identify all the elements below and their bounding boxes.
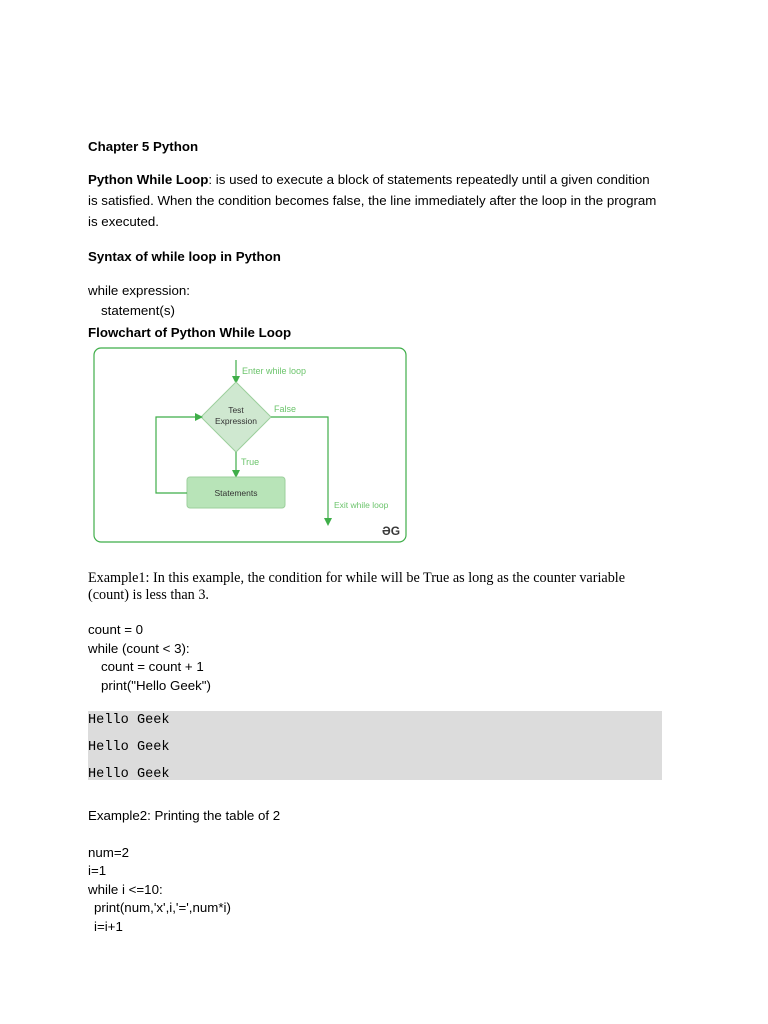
example1-code-line-2: while (count < 3):: [88, 641, 190, 656]
output-line-1: Hello Geek: [88, 713, 170, 728]
test-label-line2: Expression: [214, 416, 258, 426]
flowchart-heading: Flowchart of Python While Loop: [88, 325, 292, 340]
example2-code-line-5: i=i+1: [94, 919, 123, 934]
example1-description: Example1: In this example, the condition for while will be True as long as the counter variable (count) is less than 3.: [88, 570, 626, 603]
example2-code-line-1: num=2: [88, 845, 130, 860]
false-label: False: [274, 404, 297, 414]
intro-paragraph: [88, 169, 660, 232]
example2-code-line-3: while i <=10:: [88, 882, 163, 897]
exit-label: Exit while loop: [334, 500, 389, 510]
example2-code-line-4: print(num,'x',i,'=',num*i): [94, 900, 231, 915]
output-line-2: Hello Geek: [88, 740, 170, 755]
syntax-line-1: while expression:: [88, 283, 190, 298]
syntax-heading: Syntax of while loop in Python: [88, 249, 281, 264]
example2-code-line-2: i=1: [88, 863, 107, 878]
enter-label: Enter while loop: [242, 366, 307, 376]
example1-code-line-3: count = count + 1: [101, 659, 204, 674]
example1-output-block: [88, 711, 662, 780]
output-line-3: Hello Geek: [88, 767, 170, 782]
statements-label: Statements: [214, 488, 258, 498]
syntax-line-2: statement(s): [101, 303, 175, 318]
test-label-line1: Test: [228, 405, 244, 415]
example1-code-line-1: count = 0: [88, 622, 144, 637]
intro-text: : is used to execute a block of statements repeatedly until a given condition is satisfied. When the condition becomes false, the line immediately after the loop in the program is executed.: [88, 172, 657, 229]
example2-description: Example2: Printing the table of 2: [88, 808, 281, 823]
flowchart-frame: [94, 348, 406, 542]
geeksforgeeks-logo: ƏG: [382, 524, 401, 538]
intro-term: Python While Loop: [88, 172, 209, 187]
example1-code-line-4: print("Hello Geek"): [101, 678, 211, 693]
true-label: True: [241, 457, 260, 467]
chapter-title: Chapter 5 Python: [88, 139, 199, 154]
while-loop-flowchart: [92, 346, 408, 544]
